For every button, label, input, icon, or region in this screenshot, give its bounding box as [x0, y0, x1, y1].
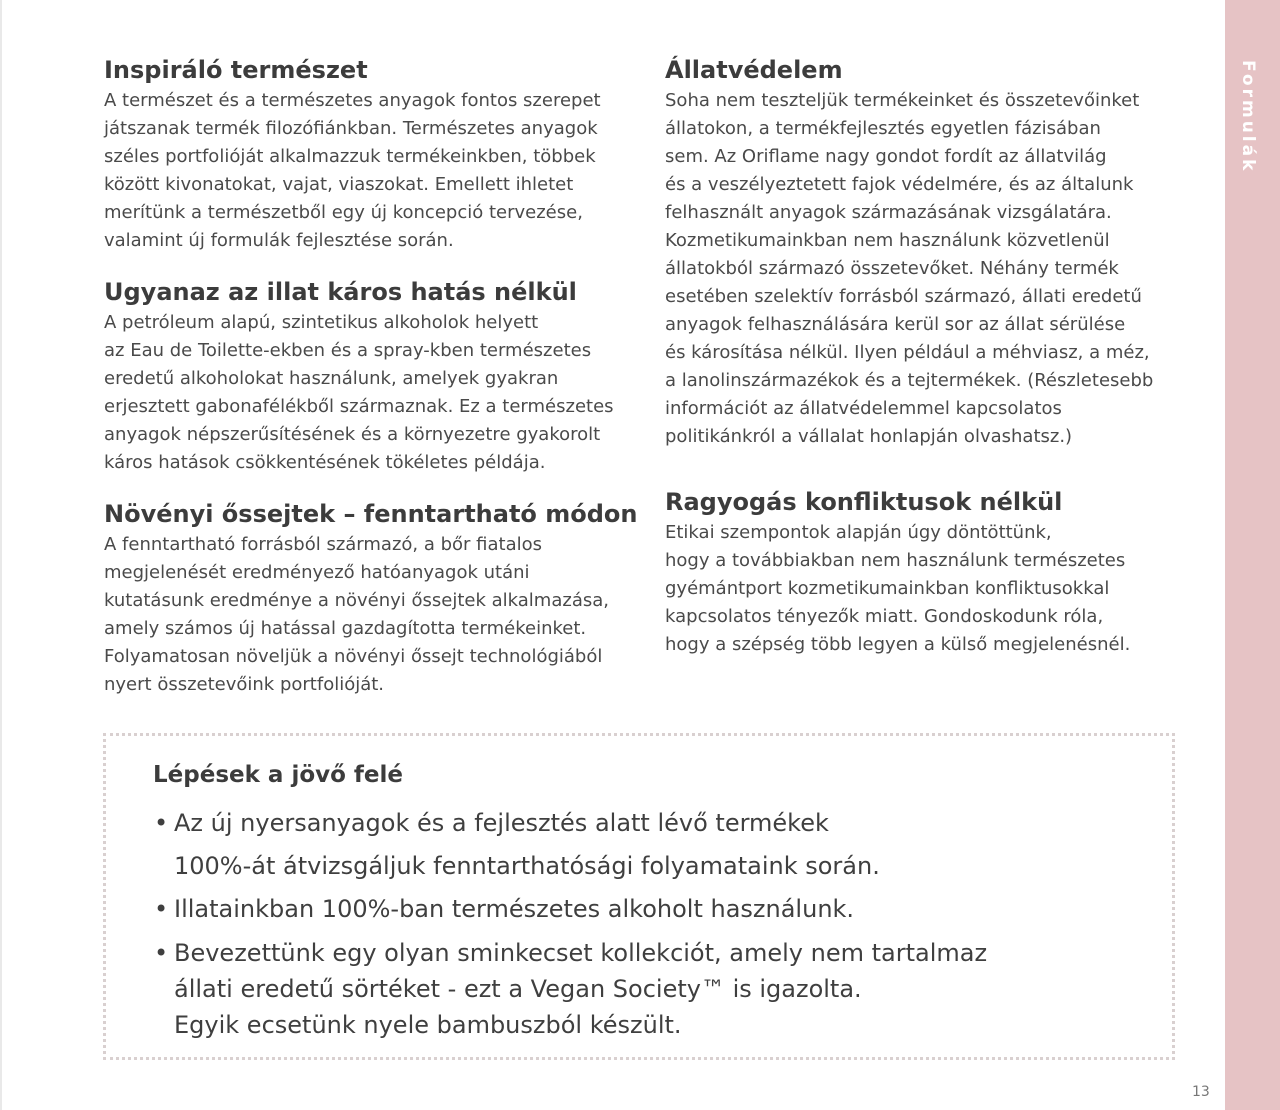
- section-body: Soha nem teszteljük termékeinket és összetevőinket állatokon, a termékfejlesztés egyetlen fázisában sem. Az Oriflame nagy gondot fordít az állatvilág és a veszélyeztetett fajok védelmére, és az általunk felhasznált anyagok származásának vizsgálatára. Kozmetikumainkban nem használunk közvetlenül állatokból származó összetevőket. Néhány termék esetében szelektív forrásból származó, állati eredetű anyagok felhasználására kerül sor az állat sérülése és károsítása nélkül. Ilyen például a méhviasz, a méz, a lanolinszármazékok és a tejtermékek. (Részletesebb információt az állatvédelemmel kapcsolatos politikánkról a vállalat honlapján olvashatsz.): [665, 90, 1154, 447]
- list-item: • Illatainkban 100%-ban természetes alkoholt használunk.: [154, 888, 1134, 931]
- section-body: A fenntartható forrásból származó, a bőr fiatalos megjelenését eredményező hatóanyagok utáni kutatásunk eredménye a növényi őssejtek alkalmazása, amely számos új hatással gazdagította termékeinket. Folyamatosan növeljük a növényi őssejt technológiából nyert összetevőink portfolióját.: [104, 534, 609, 695]
- future-steps-title: Lépések a jövő felé: [153, 762, 404, 788]
- sidebar-label: Formulák: [1238, 60, 1258, 174]
- section-title: Ugyanaz az illat káros hatás nélkül: [104, 278, 577, 306]
- page-number: 13: [1192, 1084, 1210, 1100]
- section-body: A petróleum alapú, szintetikus alkoholok helyett az Eau de Toilette-ekben és a spray-kben természetes eredetű alkoholokat használunk, amelyek gyakran erjesztett gabonafélékből származnak. Ez a természetes anyagok népszerűsítésének és a környezetre gyakorolt káros hatások csökkentésének tökéletes példája.: [104, 312, 614, 473]
- section-animal-welfare: [665, 55, 1195, 451]
- section-body: A természet és a természetes anyagok fontos szerepet játszanak termék filozófiánkban. Természetes anyagok széles portfolióját alkalmazzuk termékeinkben, többek között kivonatokat, vajat, viaszokat. Emellett ihletet merítünk a természetből egy új koncepció tervezése, valamint új formulák fejlesztése során.: [104, 90, 601, 251]
- section-body: Etikai szempontok alapján úgy döntöttünk, hogy a továbbiakban nem használunk természetes gyémántport kozmetikumainkban konfliktusokkal kapcsolatos tényezők miatt. Gondoskodunk róla, hogy a szépség több legyen a külső megjelenésnél.: [665, 522, 1131, 655]
- section-plant-stem-cells: [104, 499, 644, 699]
- list-item: • Az új nyersanyagok és a fejlesztés alatt lévő termékek 100%-át átvizsgáljuk fenntarthatósági folyamataink során.: [154, 802, 1134, 888]
- page-edge-rule: [0, 0, 2, 1110]
- section-inspiring-nature: [104, 55, 644, 255]
- section-title: Ragyogás konfliktusok nélkül: [665, 488, 1063, 516]
- list-item: • Bevezettünk egy olyan sminkecset kollekciót, amely nem tartalmaz állati eredetű sörtéket - ezt a Vegan Society™ is igazolta. Egyik ecsetünk nyele bambuszból készült.: [154, 935, 1134, 1043]
- section-title: Inspiráló természet: [104, 56, 368, 84]
- future-steps-box: [103, 733, 1175, 1060]
- future-steps-list: [154, 802, 1134, 1043]
- section-title: Állatvédelem: [665, 56, 843, 84]
- section-conflict-free: [665, 487, 1195, 659]
- left-column: [104, 55, 644, 721]
- right-column: [665, 55, 1195, 681]
- section-same-scent: [104, 277, 644, 477]
- section-title: Növényi őssejtek – fenntartható módon: [104, 500, 638, 528]
